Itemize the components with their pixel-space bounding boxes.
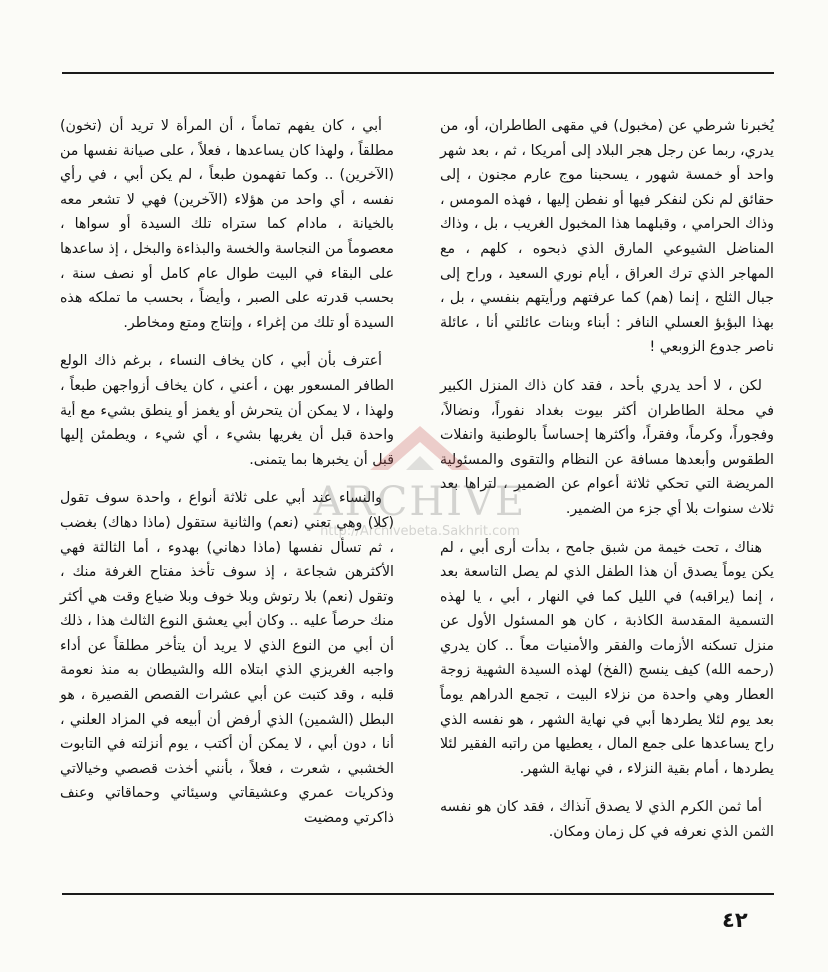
paragraph: هناك ، تحت خيمة من شبق جامح ، بدأت أرى أبي ، لم يكن يوماً يصدق أن هذا الطفل الذي لم يصل التاسعة بعد ، إنما (يراقبه) في الليل كما في النهار ، أبي ، يا لهذه التسمية المقدسة الكاذبة ، كان هو المسئول الأول عن منزل تسكنه الأزمات والفقر والأمنيات معاً .. كان يدري (رحمه الله) كيف ينسج (الفخ) لهذه السيدة الشهية زوجة العطار وهي واحدة من نزلاء البيت ، تجمع الدراهم يوماً بعد يوم لئلا يطردها أبي في نهاية الشهر ، هو نفسه الذي راح يساعدها على جمع المال ، يعطيها من راتبه الفقير لئلا يطردها ، أمام بقية النزلاء ، في نهاية الشهر.	[440, 539, 774, 777]
paragraph: والنساء عند أبي على ثلاثة أنواع ، واحدة سوف تقول (كلا) وهي تعني (نعم) والثانية ستقول (ماذا دهاك) بغضب ، ثم تسأل نفسها (ماذا دهاني) بهدوء ، أما الثالثة فهي الأكثرهن شجاعة ، إذ سوف تأخذ مفتاح الغرفة منك ، وتقول (نعم) بلا رتوش وبلا خوف وبلا ضياع وقت هي أكثر منك حرصاً عليه .. وكان أبي يعشق النوع الثالث هذا ، ذلك أن أبي من النوع الذي لا يريد أن يتأخر مطلقاً عن أداء واجبه الغريزي الذي ابتلاه الله والشيطان به منذ نعومة قلبه ، وقد كتبت عن أبي عشرات القصص القصيرة ، هو البطل (الشمين) الذي أرفض أن أبيعه في المزاد العلني ، أنا ، دون أبي ، لا يمكن أن أكتب ، يوم أنزلته في التابوت الخشبي ، شعرت ، فعلاً ، بأنني أخذت قصصي وخيالاتي وذكريات عمري وعشيقاتي وسيئاتي وحماقاتي وعنف ذاكرتي ومضيت	[60, 490, 394, 827]
paragraph: لكن ، لا أحد يدري بأحد ، فقد كان ذاك المنزل الكبير في محلة الطاطران أكثر بيوت بغداد نفوراً، ونضالاً، وفجوراً، وكرماً، وفقراً، وأكثرها إحساساً بالوطنية وانفلات الطقوس وأبعدها مسافة عن النظام والتقوى والمسئولية المريضة التي تحكي ثلاثة أعوام عن الضمير ، لتراها بعد ثلاث سنوات بلا أي جزء من الضمير.	[440, 377, 774, 517]
paragraph: يُخبرنا شرطي عن (مخبول) في مقهى الطاطران، أو، من يدري، ربما عن رجل هجر البلاد إلى أمريكا ، ثم ، بعد شهر واحد أو خمسة شهور ، يسحبنا موج عارم مجنون ، إلى حقائق لم نكن لنفكر فيها أو نفطن إليها ، فهذه المومس ، وذاك الحرامي ، وقبلهما هذا المخبول الغريب ، بل ، وذاك المناضل الشيوعي المارق الذي ذبحوه ، كلهم ، مع المهاجر الذي ترك العراق ، أيام نوري السعيد ، وراح إلى جبال الثلج ، إنما (هم) كما عرفتهم ورأيتهم بنفسي ، بل ، بهذا البؤبؤ العسلي النافر : أبناء وبنات عائلتي أنا ، عائلة ناصر جدوع الزوبعي !	[440, 118, 774, 356]
bottom-rule	[62, 893, 774, 895]
paragraph: أعترف بأن أبي ، كان يخاف النساء ، برغم ذاك الولع الطافر المسعور بهن ، أعني ، كان يخاف أزواجهن طبعاً ، ولهذا ، لا يمكن أن يتحرش أو يغمز أو ينطق بشيء مع أية واحدة قبل أن يغريها بشيء ، أي شيء ، ويطمئن إليها قبل أن يخبرها بما يتمنى.	[60, 353, 394, 468]
watermark-title: ARCHIVE	[313, 479, 527, 525]
watermark-url: http://Archivebeta.Sakhrit.com	[320, 524, 520, 539]
paragraph: أما ثمن الكرم الذي لا يصدق آنذاك ، فقد كان هو نفسه الثمن الذي نعرفه في كل زمان ومكان.	[440, 799, 774, 841]
page-number: ٤٢	[722, 908, 748, 932]
right-column	[440, 114, 774, 859]
paragraph: أبي ، كان يفهم تماماً ، أن المرأة لا تريد أن (تخون) مطلقاً ، ولهذا كان يساعدها ، فعلاً ، على صيانة نفسها من (الآخرين) .. وكما تفهمون طبعاً ، لم يكن أبي ، في رأي نفسه ، أي واحد من هؤلاء (الآخرين) فهي لا تشعر معه بالخيانة ، مادام كما ستراه تلك السيدة أو سواها ، معصوماً من النجاسة والخسة والبذاءة والبخل ، إذ ساعدها على البقاء في البيت طوال عام كامل أو نصف سنة ، بحسب قدرته على الصبر ، وأيضاً ، بحسب ما تملكه هذه السيدة أو تلك من إغراء ، وإنتاج ومتع ومخاطر.	[60, 118, 394, 331]
left-column	[60, 114, 394, 845]
top-rule	[62, 72, 774, 74]
